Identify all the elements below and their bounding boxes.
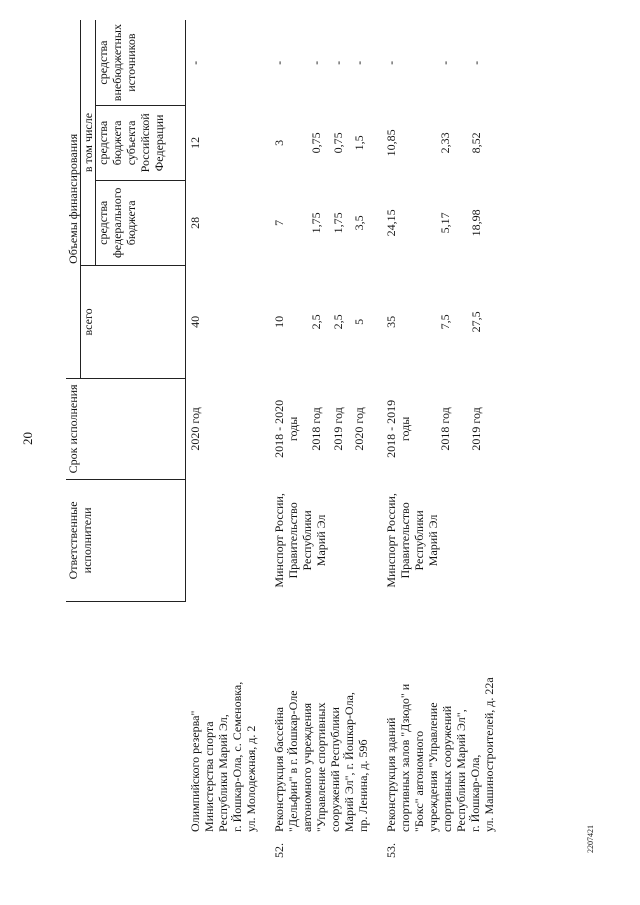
row-gap: [260, 20, 270, 858]
object-name-line: г. Йошкар-Ола,: [467, 754, 482, 832]
federal-cell: [270, 180, 308, 266]
responsible-cell-line: Правительство: [285, 502, 300, 579]
object-name-line: "Бокс" автономного: [411, 730, 426, 832]
document-code: 2207421: [586, 825, 595, 853]
object-name: [188, 682, 258, 832]
object-name-line: Реконструкция зданий: [383, 717, 398, 832]
header-term: Срок исполнения: [66, 378, 186, 479]
term-cell-line: годы: [397, 416, 412, 442]
federal-cell-line: 1,75: [330, 212, 345, 234]
table-row: [186, 20, 260, 858]
object-name-line: Республики Марий Эл,: [215, 714, 230, 832]
regional-cell: [186, 106, 260, 180]
total-cell-line: 27,5: [468, 311, 483, 333]
federal-cell-line: 24,15: [383, 209, 398, 237]
regional-cell: [382, 106, 437, 180]
object-name-line: Реконструкция бассейна: [271, 707, 286, 832]
table-body: [186, 20, 498, 858]
total-cell-line: 10: [271, 315, 286, 328]
regional-cell: [307, 106, 328, 180]
object-name-line: Министерства спорта: [201, 721, 216, 832]
total-cell-line: 35: [383, 315, 398, 328]
total-cell-line: 2,5: [309, 314, 324, 330]
responsible-cell: [382, 480, 498, 602]
federal-cell: [186, 180, 260, 266]
header-total: всего: [81, 266, 186, 379]
total-cell: [436, 266, 467, 379]
term-cell-line: 2018 - 2019: [383, 399, 398, 458]
term-cell: [186, 378, 260, 479]
term-cell-line: годы: [285, 416, 300, 442]
federal-cell: [350, 180, 371, 266]
responsible-cell-line: Минспорт России,: [383, 493, 398, 588]
term-cell: [350, 378, 371, 479]
header-federal: средства федерального бюджета: [96, 180, 186, 266]
regional-cell: [329, 106, 350, 180]
object-name-line: спортивных сооружений: [439, 705, 454, 832]
regional-cell-line: 12: [188, 136, 202, 149]
federal-cell-line: 5,17: [438, 212, 453, 234]
responsible-cell-line: Минспорт России,: [271, 493, 286, 588]
total-cell: [350, 266, 371, 379]
row-gap-cell: [372, 20, 382, 858]
responsible-cell-line: Марий Эл: [313, 514, 328, 567]
rotated-page-content: [66, 20, 501, 858]
object-name: [384, 677, 496, 832]
term-cell: [270, 378, 308, 479]
term-cell-line: 2019 год: [330, 407, 345, 451]
object-name-line: сооружений Республики: [327, 707, 342, 832]
extra-cell-line: -: [383, 60, 398, 65]
responsible-cell: [270, 480, 372, 602]
header-extra: средства внебюджетных источников: [96, 20, 186, 106]
total-cell-line: 40: [188, 315, 202, 328]
header-including: в том числе: [81, 20, 96, 266]
federal-cell-line: 28: [188, 216, 202, 229]
regional-cell: [467, 106, 498, 180]
federal-cell: [307, 180, 328, 266]
extra-cell-line: -: [309, 60, 324, 65]
object-name-cell: [382, 601, 498, 858]
total-cell: [307, 266, 328, 379]
object-name-cell: [270, 601, 372, 858]
row-gap-cell: [260, 20, 270, 858]
total-cell-line: 2,5: [330, 314, 345, 330]
object-name-line: пр. Ленина, д. 59б: [355, 739, 370, 832]
funding-table: [66, 20, 498, 858]
total-cell: [186, 266, 260, 379]
object-name-line: ул. Машиностроителей, д. 22а: [481, 677, 496, 832]
term-cell-line: 2020 год: [188, 407, 202, 451]
extra-cell: [467, 20, 498, 106]
responsible-cell-line: Правительство: [397, 502, 412, 579]
total-cell: [329, 266, 350, 379]
object-name-line: спортивных залов "Дзюдо" и: [397, 683, 412, 832]
row-number: 53.: [383, 843, 398, 858]
regional-cell-line: 3: [271, 139, 286, 146]
extra-cell: [329, 20, 350, 106]
responsible-cell-line: Республики: [411, 510, 426, 571]
regional-cell-line: 10,85: [383, 129, 398, 157]
object-name-cell: [186, 601, 260, 858]
total-cell-line: 5: [352, 318, 367, 325]
row-number: [188, 832, 258, 858]
extra-cell-line: -: [438, 60, 453, 65]
term-cell-line: 2019 год: [468, 407, 483, 451]
extra-cell-line: -: [330, 60, 345, 65]
term-cell: [436, 378, 467, 479]
row-gap: [372, 20, 382, 858]
term-cell: [467, 378, 498, 479]
term-cell-line: 2018 год: [438, 407, 453, 451]
regional-cell: [436, 106, 467, 180]
regional-cell-line: 0,75: [309, 132, 324, 154]
federal-cell: [382, 180, 437, 266]
extra-cell: [382, 20, 437, 106]
extra-cell: [436, 20, 467, 106]
extra-cell: [350, 20, 371, 106]
header-spacer-name: [66, 601, 186, 858]
regional-cell-line: 8,52: [468, 132, 483, 154]
extra-cell: [186, 20, 260, 106]
row-number: 52.: [271, 843, 286, 858]
regional-cell: [350, 106, 371, 180]
header-funding-title: Объемы финансирования: [66, 20, 81, 378]
term-cell: [307, 378, 328, 479]
total-cell: [467, 266, 498, 379]
extra-cell-line: -: [468, 60, 483, 65]
responsible-cell: [186, 480, 260, 602]
object-name-line: автономного учреждения: [299, 702, 314, 832]
extra-cell-line: -: [352, 60, 367, 65]
regional-cell-line: 0,75: [330, 132, 345, 154]
extra-cell-line: -: [271, 60, 286, 65]
responsible-cell-line: Марий Эл: [425, 514, 440, 567]
object-name: [272, 690, 370, 832]
regional-cell-line: 2,33: [438, 132, 453, 154]
term-cell: [382, 378, 437, 479]
federal-cell: [436, 180, 467, 266]
extra-cell: [307, 20, 328, 106]
federal-cell: [467, 180, 498, 266]
federal-cell-line: 3,5: [352, 215, 367, 231]
total-cell: [270, 266, 308, 379]
federal-cell: [329, 180, 350, 266]
table-row: [270, 20, 308, 858]
object-name-line: ул. Молодежная, д. 2: [243, 725, 258, 832]
term-cell-line: 2018 - 2020: [271, 399, 286, 458]
object-name-line: "Управление спортивных: [313, 702, 328, 832]
term-cell: [329, 378, 350, 479]
term-cell-line: 2018 год: [309, 407, 324, 451]
object-name-line: Марий Эл", г. Йошкар-Ола,: [341, 692, 356, 832]
regional-cell: [270, 106, 308, 180]
federal-cell-line: 7: [271, 219, 286, 226]
object-name-line: "Дельфин" в г. Йошкар-Оле: [285, 690, 300, 832]
object-name-line: Республики Марий Эл",: [453, 709, 468, 832]
extra-cell: [270, 20, 308, 106]
table-row: [382, 20, 437, 858]
responsible-cell-line: Республики: [299, 510, 314, 571]
total-cell-line: 7,5: [438, 314, 453, 330]
regional-cell-line: 1,5: [352, 135, 367, 151]
header-responsible: Ответственные исполнители: [66, 480, 186, 602]
total-cell: [382, 266, 437, 379]
object-name-line: учреждения "Управление: [425, 702, 440, 832]
header-regional: средства бюджета субъекта Российской Федерации: [96, 106, 186, 180]
page-number: 20: [20, 432, 35, 445]
object-name-line: г. Йошкар-Ола, с. Семеновка,: [229, 681, 244, 832]
term-cell-line: 2020 год: [352, 407, 367, 451]
extra-cell-line: -: [188, 60, 202, 65]
federal-cell-line: 18,98: [468, 209, 483, 237]
object-name-line: Олимпийского резерва": [187, 710, 202, 832]
federal-cell-line: 1,75: [309, 212, 324, 234]
